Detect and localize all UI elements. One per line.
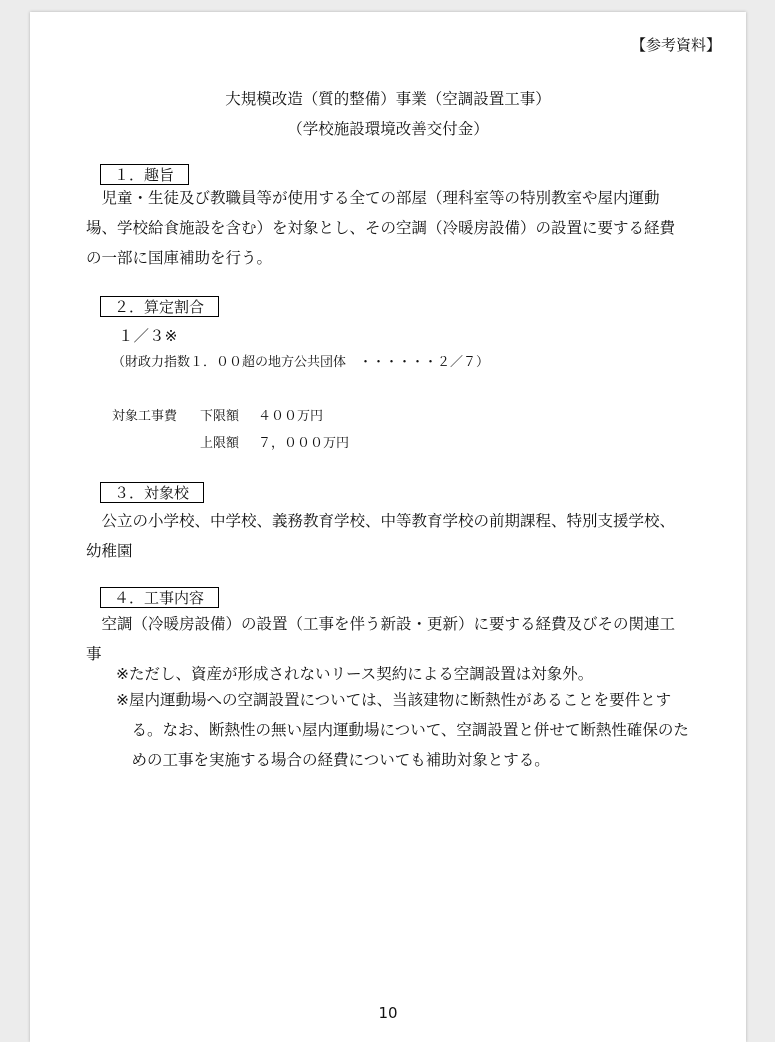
reference-label: 【参考資料】 — [630, 36, 721, 54]
section-heading-rate: ２．算定割合 — [100, 296, 219, 317]
target-schools-body: 公立の小学校、中学校、義務教育学校、中等教育学校の前期課程、特別支援学校、幼稚園 — [86, 512, 676, 560]
work-content-body: 空調（冷暖房設備）の設置（工事を伴う新設・更新）に要する経費及びその関連工事 — [86, 615, 676, 663]
subsidy-rate: １／３※ — [118, 327, 178, 345]
lower-limit-label: 下限額 — [200, 409, 240, 424]
section-heading-purpose: １．趣旨 — [100, 164, 189, 185]
upper-limit-value: ７，０００万円 — [258, 436, 350, 451]
section-heading-work-content: ４．工事内容 — [100, 587, 219, 608]
page-number: 10 — [378, 1004, 398, 1022]
cost-label: 対象工事費 — [112, 409, 178, 424]
document-subtitle: （学校施設環境改善交付金） — [287, 120, 489, 138]
upper-limit-label: 上限額 — [200, 436, 240, 451]
lower-limit-value: ４００万円 — [258, 409, 324, 424]
document-title: 大規模改造（質的整備）事業（空調設置工事） — [225, 90, 551, 108]
rate-note: （財政力指数１．００超の地方公共団体 ・・・・・・２／７） — [112, 355, 490, 370]
document-page — [30, 12, 746, 1042]
work-content-note-lease: ※ただし、資産が形成されないリース契約による空調設置は対象外。 — [116, 665, 594, 683]
work-content-note-gym: ※屋内運動場への空調設置については、当該建物に断熱性があることを要件とする。なお、断熱性の無い屋内運動場について、空調設置と併せて断熱性確保のための工事を実施する場合の経費についても補助対象とする。 — [116, 691, 689, 769]
section-heading-target-schools: ３．対象校 — [100, 482, 204, 503]
purpose-body: 児童・生徒及び教職員等が使用する全ての部屋（理科室等の特別教室や屋内運動場、学校給食施設を含む）を対象とし、その空調（冷暖房設備）の設置に要する経費の一部に国庫補助を行う。 — [86, 189, 676, 267]
